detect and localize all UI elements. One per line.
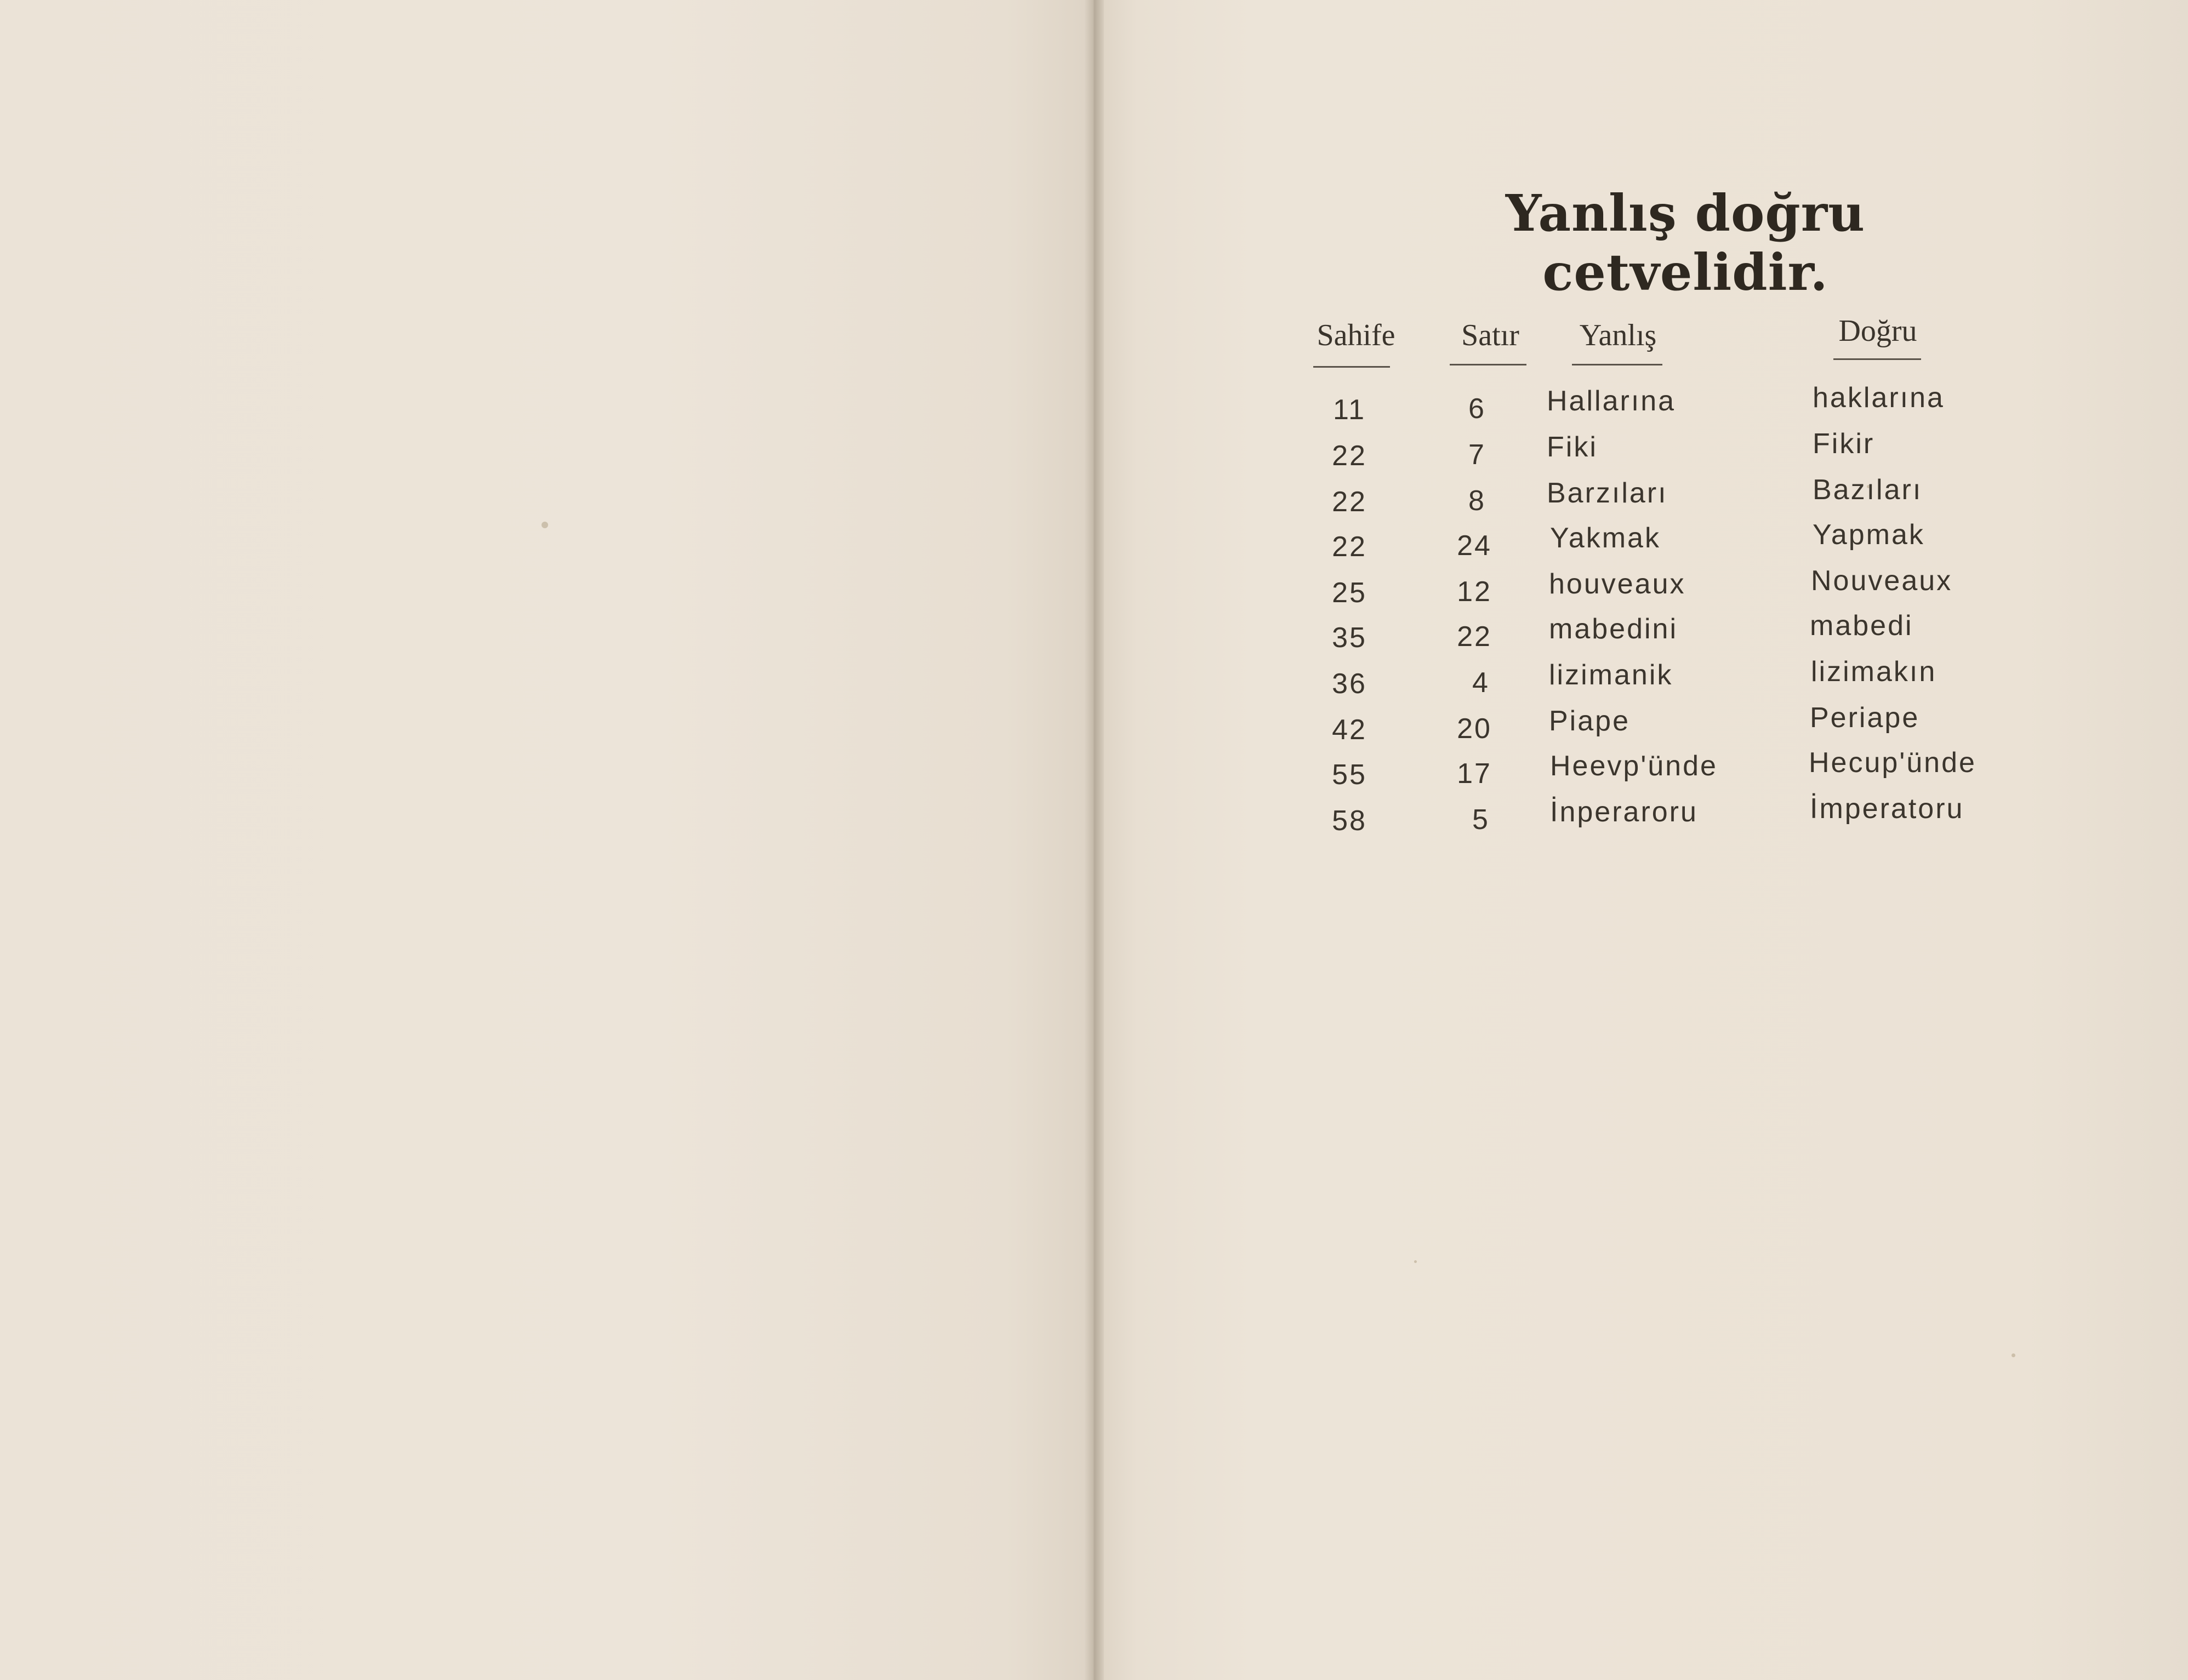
table-cell-yanlis: Yakmak xyxy=(1550,522,1661,554)
table-cell-yanlis: houveaux xyxy=(1549,568,1686,600)
table-cell-yanlis: lizimanik xyxy=(1549,659,1673,691)
paper-speck xyxy=(542,522,548,528)
table-cell-sahife: 22 xyxy=(1332,531,1367,563)
table-cell-satir: 24 xyxy=(1457,530,1492,562)
table-cell-sahife: 36 xyxy=(1332,668,1367,700)
column-header-sahife: Sahife xyxy=(1317,318,1395,352)
table-cell-satir: 20 xyxy=(1457,713,1492,745)
table-cell-sahife: 42 xyxy=(1332,714,1367,746)
table-cell-satir: 5 xyxy=(1472,804,1490,836)
table-cell-sahife: 58 xyxy=(1332,805,1367,837)
table-cell-dogru: Fikir xyxy=(1813,428,1875,460)
table-cell-sahife: 11 xyxy=(1333,394,1366,426)
left-page-blank xyxy=(0,0,1093,1680)
table-cell-yanlis: İnperaroru xyxy=(1550,796,1698,828)
column-header-satir: Satır xyxy=(1461,318,1519,352)
table-cell-sahife: 35 xyxy=(1332,622,1367,654)
column-header-underline xyxy=(1572,364,1662,365)
table-cell-dogru: İmperatoru xyxy=(1810,793,1964,825)
table-cell-dogru: Hecup'ünde xyxy=(1809,747,1976,779)
table-cell-satir: 4 xyxy=(1472,667,1490,699)
table-cell-yanlis: Heevp'ünde xyxy=(1550,750,1718,782)
table-cell-sahife: 22 xyxy=(1332,486,1367,518)
table-cell-satir: 22 xyxy=(1457,621,1492,653)
table-cell-dogru: Periape xyxy=(1810,702,1920,734)
table-cell-dogru: Nouveaux xyxy=(1811,565,1953,597)
table-cell-satir: 6 xyxy=(1468,393,1486,425)
table-cell-sahife: 22 xyxy=(1332,440,1367,472)
table-cell-yanlis: Barzıları xyxy=(1547,477,1668,509)
table-cell-sahife: 55 xyxy=(1332,759,1367,791)
column-header-underline xyxy=(1450,364,1526,365)
table-cell-dogru: mabedi xyxy=(1810,610,1913,642)
paper-speck xyxy=(1414,1260,1417,1263)
table-cell-sahife: 25 xyxy=(1332,577,1367,609)
page-title: Yanlış doğru cetvelidir. xyxy=(1505,184,1866,302)
column-header-dogru: Doğru xyxy=(1838,314,1917,348)
paper-speck xyxy=(2012,1353,2015,1357)
table-cell-satir: 7 xyxy=(1468,439,1486,471)
table-cell-yanlis: mabedini xyxy=(1549,613,1678,645)
table-cell-dogru: haklarına xyxy=(1813,382,1945,414)
column-header-underline xyxy=(1313,366,1390,368)
column-header-yanlis: Yanlış xyxy=(1579,318,1657,352)
table-cell-satir: 17 xyxy=(1457,758,1492,790)
table-cell-dogru: Yapmak xyxy=(1813,519,1925,551)
table-cell-dogru: lizimakın xyxy=(1811,656,1937,688)
table-cell-yanlis: Fiki xyxy=(1547,431,1598,463)
table-cell-satir: 12 xyxy=(1457,576,1492,608)
book-gutter xyxy=(1084,0,1104,1680)
table-cell-yanlis: Hallarına xyxy=(1547,385,1676,417)
column-header-underline xyxy=(1833,358,1921,360)
table-cell-satir: 8 xyxy=(1468,485,1486,517)
table-cell-yanlis: Piape xyxy=(1549,705,1630,737)
table-cell-dogru: Bazıları xyxy=(1813,474,1923,506)
